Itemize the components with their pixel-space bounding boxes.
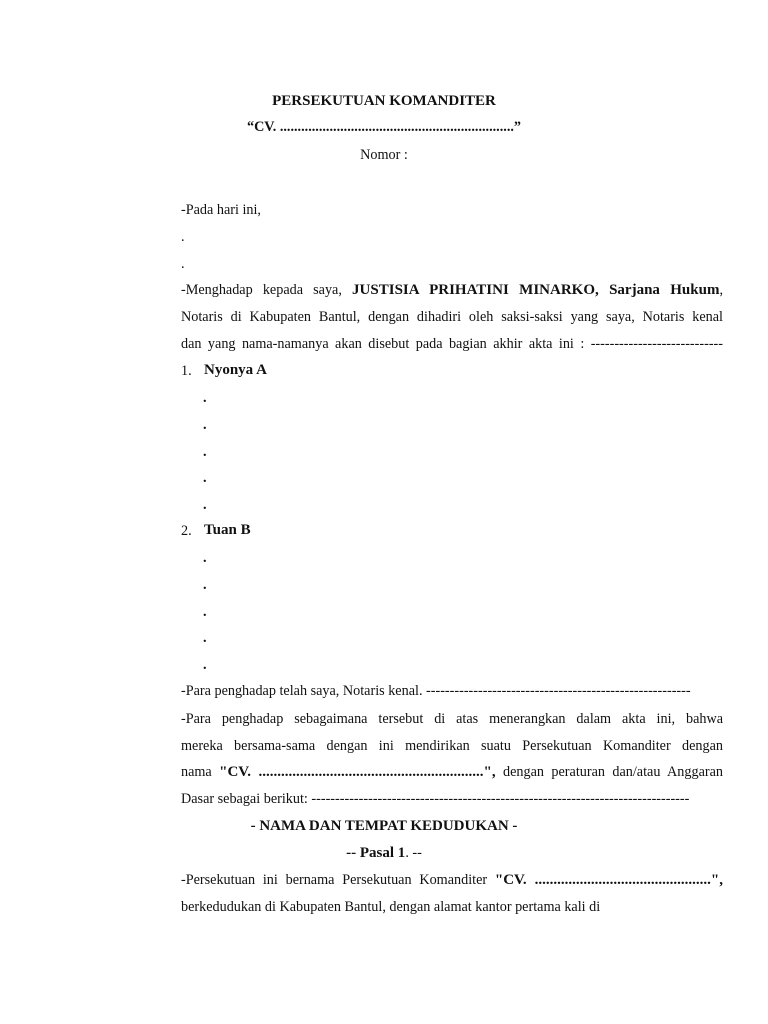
cv-name-heading: “CV. ..................................................................”	[246, 119, 522, 135]
statement-line-3	[181, 763, 723, 781]
known-statement: -Para penghadap telah saya, Notaris kenal. --------------------------------------------------------	[181, 683, 691, 699]
appearance-line-3: dan yang nama-namanya akan disebut pada bagian akhir akta ini : ----------------------------	[181, 336, 723, 352]
party-detail-dot: .	[203, 417, 207, 433]
opening-line: -Pada hari ini,	[181, 202, 261, 218]
article-text-line-2: berkedudukan di Kabupaten Bantul, dengan alamat kantor pertama kali di	[181, 899, 601, 915]
party-detail-dot: .	[203, 604, 207, 620]
party-detail-dot: .	[203, 390, 207, 406]
notary-name: JUSTISIA PRIHATINI MINARKO, Sarjana Hukum	[352, 282, 720, 298]
statement-name-suffix: dengan peraturan dan/atau Anggaran	[495, 764, 723, 780]
statement-line-1: -Para penghadap sebagaimana tersebut di atas menerangkan dalam akta ini, bahwa	[181, 711, 723, 727]
party-detail-dot: .	[203, 497, 207, 513]
article-number: -- Pasal 1	[346, 845, 406, 861]
party-detail-dot: .	[203, 550, 207, 566]
section-heading: - NAMA DAN TEMPAT KEDUDUKAN -	[250, 818, 518, 834]
placeholder-dot: .	[181, 256, 185, 272]
cv-name-inline: "CV. ............................................................",	[219, 764, 496, 780]
party-number: 2.	[181, 523, 192, 539]
party-detail-dot: .	[203, 470, 207, 486]
appearance-line-1	[181, 281, 723, 299]
party-detail-dot: .	[203, 657, 207, 673]
party-detail-dot: .	[203, 577, 207, 593]
party-name: Nyonya A	[204, 362, 267, 378]
statement-line-4: Dasar sebagai berikut: --------------------------------------------------------------------------------	[181, 791, 690, 807]
party-detail-dot: .	[203, 444, 207, 460]
article-heading	[0, 844, 768, 862]
document-title: PERSEKUTUAN KOMANDITER	[272, 93, 496, 109]
statement-line-2: mereka bersama-sama dengan ini mendirikan suatu Persekutuan Komanditer dengan	[181, 738, 723, 754]
party-name: Tuan B	[204, 522, 251, 538]
number-label: Nomor :	[360, 147, 408, 163]
statement-name-prefix: nama	[181, 764, 220, 780]
party-number: 1.	[181, 363, 192, 379]
appearance-suffix: ,	[719, 282, 723, 298]
article-text-prefix: -Persekutuan ini bernama Persekutuan Komanditer	[181, 872, 495, 888]
party-detail-dot: .	[203, 630, 207, 646]
placeholder-dot: .	[181, 229, 185, 245]
article-text-line-1	[181, 871, 723, 889]
appearance-prefix: -Menghadap kepada saya,	[181, 282, 353, 298]
appearance-line-2: Notaris di Kabupaten Bantul, dengan dihadiri oleh saksi-saksi yang saya, Notaris kenal	[181, 309, 723, 325]
article-heading-suffix: . --	[405, 845, 422, 861]
cv-name-article: "CV. ...............................................",	[494, 872, 723, 888]
